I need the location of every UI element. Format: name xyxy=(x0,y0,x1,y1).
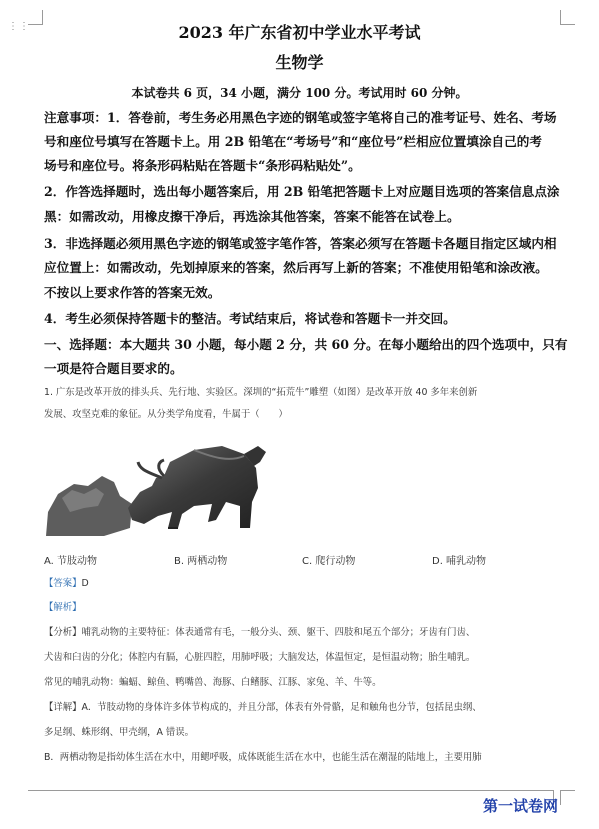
analysis-text: 【分析】哺乳动物的主要特征：体表通常有毛，一般分头、颈、躯干、四肢和尾五个部分；牙齿有门齿、 xyxy=(44,627,476,638)
crop-mark-bottom-right xyxy=(560,790,575,805)
notice-line: 应位置上：如需改动，先划掉原来的答案，然后再写上新的答案；不准使用铅笔和涂改液。 xyxy=(44,260,548,275)
notice-line: 注意事项：1．答卷前，考生务必用黑色字迹的钢笔或签字笔将自己的准考证号、姓名、考场 xyxy=(44,110,557,125)
analysis-text: 多足纲、蛛形纲、甲壳纲，A 错误。 xyxy=(44,727,195,738)
exam-info: 本试卷共 6 页，34 小题，满分 100 分。考试用时 60 分钟。 xyxy=(131,86,468,100)
site-watermark: 第一试卷网 xyxy=(483,797,559,815)
section-heading: 一、选择题：本大题共 30 小题，每小题 2 分，共 60 分。在每小题给出的四个选项中，只有 xyxy=(44,337,568,352)
analysis-text: 常见的哺乳动物：蝙蝠、鲸鱼、鸭嘴兽、海豚、白鳍豚、江豚、家兔、羊、牛等。 xyxy=(44,677,382,688)
exam-title: 2023 年广东省初中学业水平考试 xyxy=(178,23,421,42)
option-c: C. 爬行动物 xyxy=(302,556,356,567)
analysis-text: 【详解】A．节肢动物的身体许多体节构成的，并且分部，体表有外骨骼，足和触角也分节，包括昆虫纲、 xyxy=(44,702,482,713)
drag-handle-icon[interactable]: ⋮⋮ xyxy=(8,21,30,32)
question-text: 发展、攻坚克难的象征。从分类学角度看，牛属于（ ） xyxy=(44,409,288,420)
subject-title: 生物学 xyxy=(275,53,324,72)
notice-line: 3．非选择题必须用黑色字迹的钢笔或签字笔作答，答案必须写在答题卡各题目指定区域内相 xyxy=(44,236,557,251)
analysis-text: 犬齿和臼齿的分化；体腔内有膈，心脏四腔，用肺呼吸；大脑发达，体温恒定，是恒温动物；胎生哺乳。 xyxy=(44,652,476,663)
question-text: 1. 广东是改革开放的排头兵、先行地、实验区。深圳的“拓荒牛”雕塑（如图）是改革开放 40 多年来创新 xyxy=(44,387,478,398)
answer-value: D xyxy=(81,578,89,589)
notice-line: 4．考生必须保持答题卡的整洁。考试结束后，将试卷和答题卡一并交回。 xyxy=(44,311,456,326)
crop-mark-bottom-left xyxy=(28,790,554,805)
option-b: B. 两栖动物 xyxy=(174,556,228,567)
analysis-label: 【解析】 xyxy=(44,602,82,613)
notice-line: 号和座位号填写在答题卡上。用 2B 铅笔在“考场号”和“座位号”栏相应位置填涂自己的考 xyxy=(44,134,542,149)
answer-line xyxy=(44,575,569,593)
option-a: A. 节肢动物 xyxy=(44,556,98,567)
bull-sculpture-image xyxy=(44,432,274,542)
notice-line: 不按以上要求作答的答案无效。 xyxy=(44,285,221,300)
notice-line: 2．作答选择题时，选出每小题答案后，用 2B 铅笔把答题卡上对应题目选项的答案信息点涂 xyxy=(44,184,560,199)
section-heading: 一项是符合题目要求的。 xyxy=(44,361,183,376)
option-d: D. 哺乳动物 xyxy=(432,556,487,567)
notice-line: 黑：如需改动，用橡皮擦干净后，再选涂其他答案，答案不能答在试卷上。 xyxy=(44,209,460,224)
analysis-text: B．两栖动物是指幼体生活在水中，用鳃呼吸，成体既能生活在水中，也能生活在潮湿的陆地上，主要用肺 xyxy=(44,752,482,763)
notice-line: 场号和座位号。将条形码粘贴在答题卡“条形码粘贴处”。 xyxy=(44,158,361,173)
answer-label: 【答案】 xyxy=(44,578,82,589)
